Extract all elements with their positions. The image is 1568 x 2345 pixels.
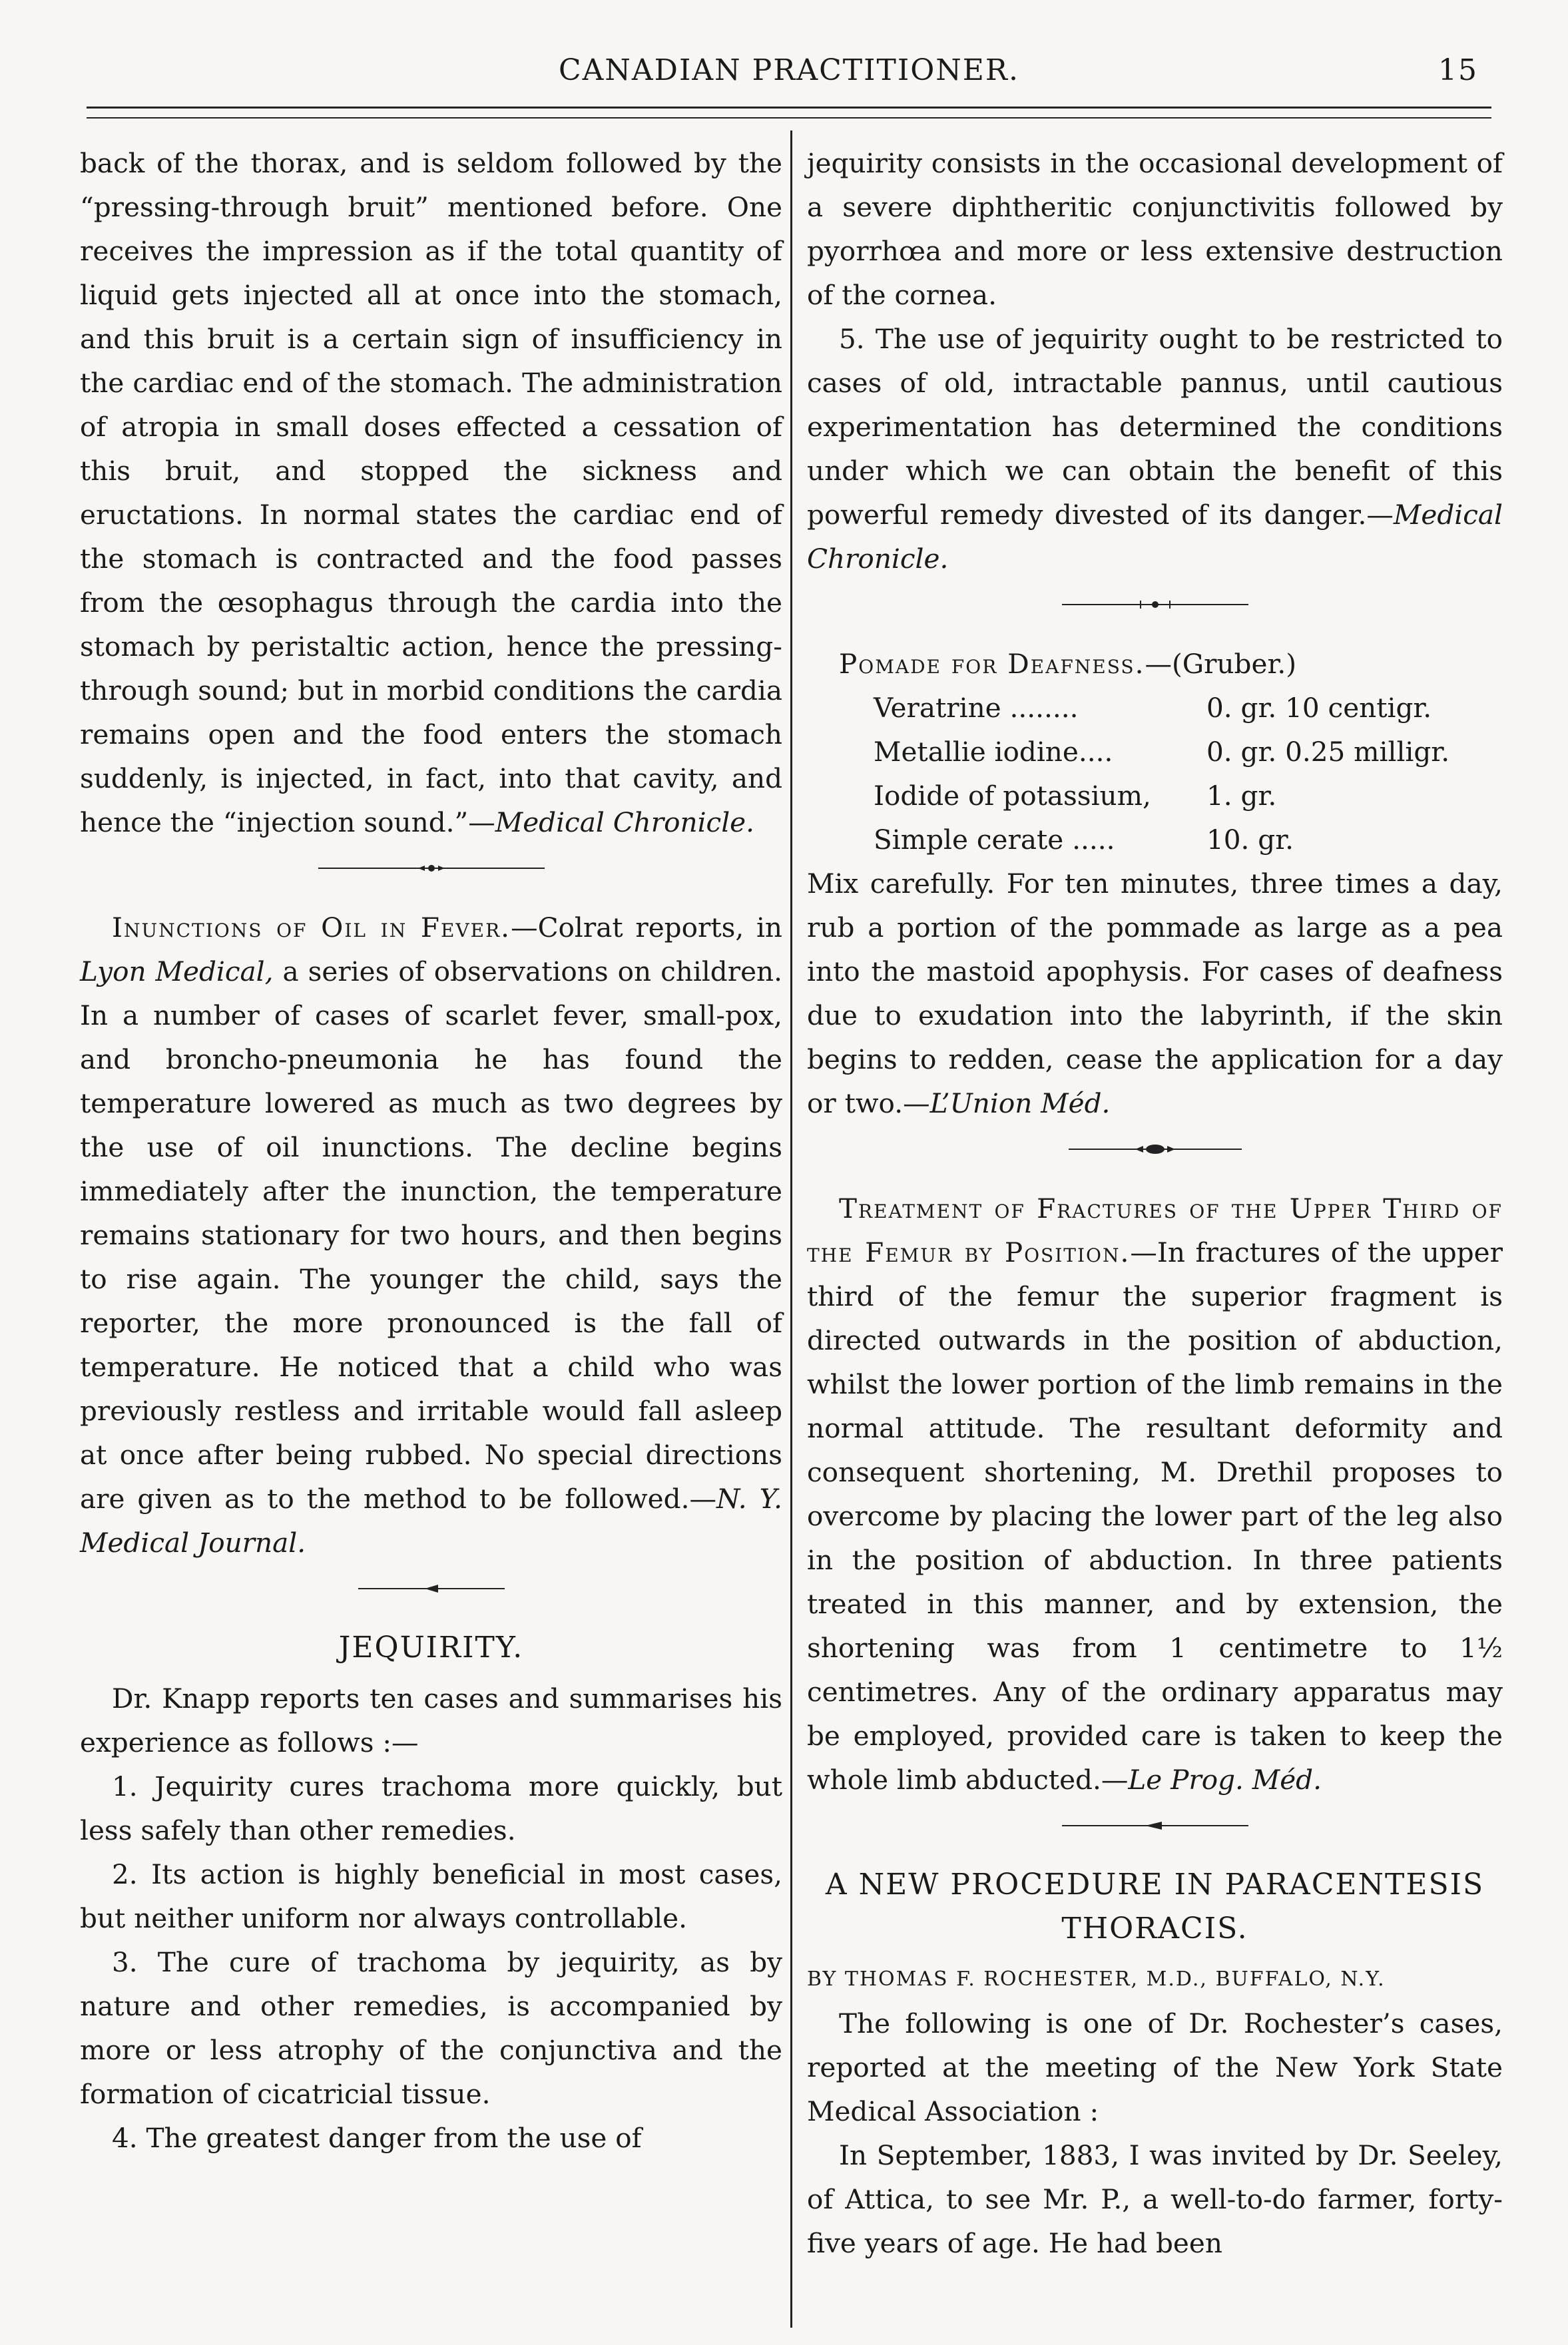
source-citation: Le Prog. Méd. — [1128, 1764, 1322, 1796]
left-column — [80, 141, 782, 2160]
section-ornament — [358, 1582, 505, 1595]
jequirity-intro: Dr. Knapp reports ten cases and summarises his experience as follows :— — [80, 1683, 782, 1758]
running-header — [87, 41, 1491, 95]
item-5-text: 5. The use of jequirity ought to be restricted to cases of old, intractable pannus, until cautious experimentation has determined the conditions under which we can obtain the benefit of this powerful remedy divested of its danger.— — [807, 323, 1503, 531]
ingredient-dose: 0. gr. 10 centigr. — [1206, 692, 1432, 724]
pomade-recipe — [874, 686, 1503, 862]
source-citation: Medical Chronicle. — [807, 499, 1503, 575]
section-ornament — [318, 862, 545, 875]
ingredient-name: Metallie iodine.... — [874, 736, 1113, 768]
byline: BY THOMAS F. ROCHESTER, M.D., BUFFALO, N.Y. — [807, 1967, 1386, 1991]
jequirity-item-4: 4. The greatest danger from the use of — [112, 2122, 642, 2154]
ingredient-dose: 1. gr. — [1206, 780, 1277, 812]
inunctions-text-a: —Colrat reports, in — [511, 912, 782, 943]
pomade-author: —(Gruber.) — [1145, 648, 1297, 680]
jequirity-continuation: jequirity consists in the occasional development of a severe diphtheritic conjunctivitis followed by pyorrhœa and more or less extensive destruction of the cornea. — [807, 147, 1503, 311]
section-ornament — [1062, 1819, 1248, 1832]
source-citation: N. Y. Medical Journal. — [80, 1483, 783, 1559]
page-number: 15 — [1438, 53, 1478, 87]
section-title: Treatment of Fractures of the Upper Third of the Femur by Position. — [807, 1192, 1503, 1268]
paracentesis-heading: A NEW PROCEDURE IN PARACENTESIS THORACIS. — [825, 1868, 1485, 1946]
ingredient-name: Iodide of potassium, — [874, 780, 1151, 812]
right-column — [807, 141, 1503, 2265]
jequirity-item-2: 2. Its action is highly beneficial in most cases, but neither uniform nor always controllable. — [80, 1858, 782, 1934]
thorax-text: back of the thorax, and is seldom followed by the “pressing-through bruit” mentioned before. One receives the impression as if the total quantity of liquid gets injected all at once into the stomach, and this bruit is a certain sign of insufficiency in the cardiac end of the stomach. The administration of atropia in small doses effected a cessation of this bruit, and stopped the sickness and eructations. In normal states the cardiac end of the stomach is contracted and the food passes from the œsophagus through the cardia into the stomach by peristaltic action, hence the pressing-through sound; but in morbid conditions the cardia remains open and the food enters the stomach suddenly, is injected, in fact, into that cavity, and hence the “injection sound.”— — [80, 147, 782, 838]
ingredient-dose: 10. gr. — [1206, 824, 1294, 856]
journal-title: CANADIAN PRACTITIONER. — [558, 53, 1020, 87]
jequirity-item-1: 1. Jequirity cures trachoma more quickly, but less safely than other remedies. — [80, 1770, 782, 1846]
source-citation: L’Union Méd. — [929, 1087, 1111, 1119]
section-title: Pomade for Deafness. — [839, 648, 1145, 680]
column-divider — [790, 130, 792, 2328]
recipe-row — [874, 818, 1503, 862]
ingredient-name: Simple cerate ..... — [874, 824, 1115, 856]
ingredient-name: Veratrine ........ — [874, 692, 1079, 724]
jequirity-item-5 — [807, 317, 1503, 581]
fractures-text: —In fractures of the upper third of the femur the superior fragment is directed outwards in the position of abduction, whilst the lower portion of the limb remains in the normal attitude. The resultant deformity and consequent shortening, M. Drethil proposes to overcome by placing the lower part of the leg also in the position of abduction. In three patients treated in this manner, and by extension, the shortening was from 1 centimetre to 1½ centimetres. Any of the ordinary apparatus may be employed, provided care is taken to keep the whole limb abducted.— — [807, 1236, 1503, 1796]
source-citation: Medical Chronicle. — [495, 806, 755, 838]
paracentesis-paragraph-2: In September, 1883, I was invited by Dr. Seeley, of Attica, to see Mr. P., a well-to-do farmer, forty-five years of age. He had been — [807, 2139, 1503, 2259]
section-ornament — [1062, 598, 1248, 611]
jequirity-heading: JEQUIRITY. — [338, 1631, 524, 1665]
pomade-text: Mix carefully. For ten minutes, three times a day, rub a portion of the pommade as large as a pea into the mastoid apophysis. For cases of deafness due to exudation into the labyrinth, if the skin begins to redden, cease the application for a day or two.— — [807, 868, 1503, 1119]
thorax-paragraph — [80, 141, 782, 844]
header-rule-secondary — [87, 117, 1491, 119]
recipe-row — [874, 774, 1503, 818]
section-title: Inunctions of Oil in Fever. — [112, 912, 511, 943]
paracentesis-paragraph-1: The following is one of Dr. Rochester’s cases, reported at the meeting of the New York State Medical Association : — [807, 2007, 1503, 2127]
ingredient-dose: 0. gr. 0.25 milligr. — [1206, 736, 1450, 768]
jequirity-item-3: 3. The cure of trachoma by jequirity, as by nature and other remedies, is accompanied by more or less atrophy of the conjunctiva and the formation of cicatricial tissue. — [80, 1946, 782, 2110]
section-ornament — [1069, 1143, 1242, 1156]
header-rule — [87, 107, 1491, 109]
recipe-row — [874, 730, 1503, 774]
inunctions-paragraph — [80, 906, 782, 1565]
pomade-body — [807, 862, 1503, 1125]
journal-name: Lyon Medical, — [80, 955, 274, 987]
recipe-row — [874, 686, 1503, 730]
fractures-paragraph — [807, 1186, 1503, 1802]
inunctions-text-b: a series of observations on children. In a number of cases of scarlet fever, small-pox, and broncho-pneumonia he has found the temperature lowered as much as two degrees by the use of oil inunctions. The decline begins immediately after the inunction, the temperature remains stationary for two hours, and then begins to rise again. The younger the child, says the reporter, the more pronounced is the fall of temperature. He noticed that a child who was previously restless and irritable would fall asleep at once after being rubbed. No special directions are given as to the method to be followed.— — [80, 955, 782, 1515]
pomade-title-line — [807, 642, 1503, 686]
